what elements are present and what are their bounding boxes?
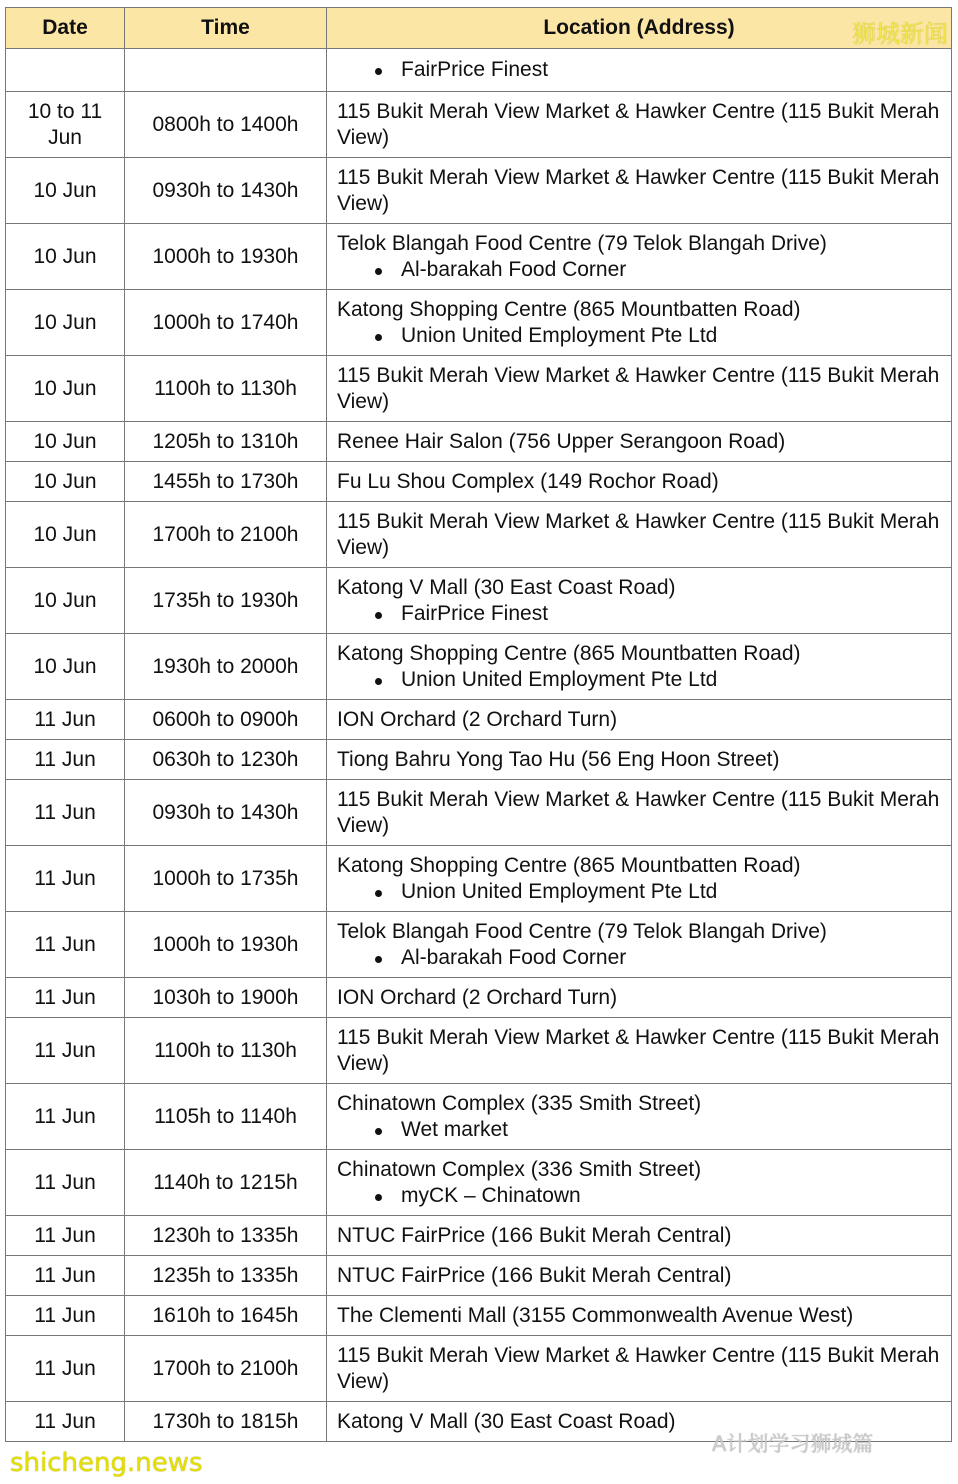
table-row [6, 49, 952, 92]
location-address: NTUC FairPrice (166 Bukit Merah Central) [337, 1223, 732, 1247]
date-cell: 10 Jun [6, 462, 125, 502]
time-cell: 0630h to 1230h [125, 740, 327, 780]
time-cell: 0930h to 1430h [125, 158, 327, 224]
location-cell [327, 1216, 952, 1256]
time-cell: 1105h to 1140h [125, 1084, 327, 1150]
time-cell: 1030h to 1900h [125, 978, 327, 1018]
table-row [6, 422, 952, 462]
table-row [6, 846, 952, 912]
location-address: The Clementi Mall (3155 Commonwealth Avenue West) [337, 1303, 854, 1327]
date-cell: 10 Jun [6, 356, 125, 422]
date-cell: 10 Jun [6, 290, 125, 356]
location-address: 115 Bukit Merah View Market & Hawker Centre (115 Bukit Merah View) [337, 787, 940, 837]
location-address: 115 Bukit Merah View Market & Hawker Centre (115 Bukit Merah View) [337, 165, 940, 215]
time-cell: 0800h to 1400h [125, 92, 327, 158]
date-cell: 10 Jun [6, 422, 125, 462]
table-row [6, 1084, 952, 1150]
location-address: Chinatown Complex (336 Smith Street) [337, 1157, 702, 1181]
location-address: Tiong Bahru Yong Tao Hu (56 Eng Hoon Street) [337, 747, 780, 771]
location-cell [327, 912, 952, 978]
location-cell [327, 568, 952, 634]
time-cell: 1735h to 1930h [125, 568, 327, 634]
location-cell [327, 1150, 952, 1216]
location-detail-bullet: Union United Employment Pte Ltd [337, 879, 941, 905]
location-cell [327, 1336, 952, 1402]
location-address: Telok Blangah Food Centre (79 Telok Blangah Drive) [337, 919, 827, 943]
location-detail-bullet: Union United Employment Pte Ltd [337, 667, 941, 693]
location-cell [327, 978, 952, 1018]
time-cell [125, 49, 327, 92]
location-cell [327, 1296, 952, 1336]
date-cell: 11 Jun [6, 1336, 125, 1402]
location-address: 115 Bukit Merah View Market & Hawker Centre (115 Bukit Merah View) [337, 99, 940, 149]
date-cell: 11 Jun [6, 1296, 125, 1336]
location-detail-bullet: FairPrice Finest [337, 57, 941, 83]
table-row [6, 290, 952, 356]
location-cell [327, 1256, 952, 1296]
time-cell: 1100h to 1130h [125, 356, 327, 422]
table-row [6, 158, 952, 224]
time-cell: 1000h to 1735h [125, 846, 327, 912]
watermark-top: 狮城新闻 [852, 20, 948, 48]
header-location: Location (Address) [327, 8, 952, 49]
date-cell: 10 to 11 Jun [6, 92, 125, 158]
table-row [6, 1150, 952, 1216]
table-row [6, 1256, 952, 1296]
time-cell: 1700h to 2100h [125, 502, 327, 568]
location-cell [327, 158, 952, 224]
date-cell: 11 Jun [6, 1216, 125, 1256]
location-cell [327, 700, 952, 740]
header-time: Time [125, 8, 327, 49]
time-cell: 1100h to 1130h [125, 1018, 327, 1084]
location-address: 115 Bukit Merah View Market & Hawker Centre (115 Bukit Merah View) [337, 363, 940, 413]
location-address: Katong Shopping Centre (865 Mountbatten Road) [337, 641, 801, 665]
location-address: 115 Bukit Merah View Market & Hawker Centre (115 Bukit Merah View) [337, 509, 940, 559]
table-row [6, 1296, 952, 1336]
table-row [6, 1216, 952, 1256]
table-row [6, 1018, 952, 1084]
location-cell [327, 502, 952, 568]
date-cell: 11 Jun [6, 912, 125, 978]
location-cell [327, 634, 952, 700]
location-address: NTUC FairPrice (166 Bukit Merah Central) [337, 1263, 732, 1287]
time-cell: 1730h to 1815h [125, 1402, 327, 1442]
table-row [6, 1336, 952, 1402]
time-cell: 1700h to 2100h [125, 1336, 327, 1402]
date-cell: 11 Jun [6, 780, 125, 846]
location-address: Telok Blangah Food Centre (79 Telok Blangah Drive) [337, 231, 827, 255]
time-cell: 1455h to 1730h [125, 462, 327, 502]
table-row [6, 700, 952, 740]
location-detail-bullet: myCK – Chinatown [337, 1183, 941, 1209]
date-cell: 11 Jun [6, 1084, 125, 1150]
location-address: 115 Bukit Merah View Market & Hawker Centre (115 Bukit Merah View) [337, 1343, 940, 1393]
location-cell [327, 290, 952, 356]
watermark-site: shicheng.news [10, 1448, 203, 1478]
time-cell: 1000h to 1740h [125, 290, 327, 356]
date-cell: 11 Jun [6, 1256, 125, 1296]
date-cell: 10 Jun [6, 568, 125, 634]
date-cell: 11 Jun [6, 1018, 125, 1084]
location-cell [327, 740, 952, 780]
table-row [6, 780, 952, 846]
location-address: ION Orchard (2 Orchard Turn) [337, 985, 618, 1009]
date-cell: 10 Jun [6, 502, 125, 568]
date-cell: 10 Jun [6, 158, 125, 224]
location-cell [327, 224, 952, 290]
location-cell [327, 1084, 952, 1150]
location-address: Katong Shopping Centre (865 Mountbatten Road) [337, 297, 801, 321]
location-detail-bullet: Al-barakah Food Corner [337, 257, 941, 283]
location-address: 115 Bukit Merah View Market & Hawker Centre (115 Bukit Merah View) [337, 1025, 940, 1075]
time-cell: 1140h to 1215h [125, 1150, 327, 1216]
location-cell [327, 780, 952, 846]
time-cell: 1230h to 1335h [125, 1216, 327, 1256]
date-cell [6, 49, 125, 92]
table-row [6, 462, 952, 502]
watermark-account: A计划学习狮城篇 [712, 1432, 874, 1456]
table-row [6, 740, 952, 780]
table-row [6, 912, 952, 978]
time-cell: 1000h to 1930h [125, 912, 327, 978]
location-cell [327, 462, 952, 502]
time-cell: 1000h to 1930h [125, 224, 327, 290]
locations-table [5, 7, 952, 1442]
location-detail-bullet: FairPrice Finest [337, 601, 941, 627]
date-cell: 11 Jun [6, 700, 125, 740]
location-address: Renee Hair Salon (756 Upper Serangoon Road) [337, 429, 786, 453]
date-cell: 10 Jun [6, 224, 125, 290]
location-detail-bullet: Wet market [337, 1117, 941, 1143]
time-cell: 1930h to 2000h [125, 634, 327, 700]
location-detail-bullet: Al-barakah Food Corner [337, 945, 941, 971]
location-cell [327, 422, 952, 462]
date-cell: 11 Jun [6, 740, 125, 780]
table-row [6, 978, 952, 1018]
location-cell [327, 356, 952, 422]
table-row [6, 224, 952, 290]
location-address: ION Orchard (2 Orchard Turn) [337, 707, 618, 731]
time-cell: 0930h to 1430h [125, 780, 327, 846]
location-cell [327, 846, 952, 912]
location-cell [327, 49, 952, 92]
table-body [6, 49, 952, 1442]
location-cell [327, 1018, 952, 1084]
header-date: Date [6, 8, 125, 49]
location-address: Katong Shopping Centre (865 Mountbatten Road) [337, 853, 801, 877]
date-cell: 11 Jun [6, 846, 125, 912]
location-address: Chinatown Complex (335 Smith Street) [337, 1091, 702, 1115]
time-cell: 0600h to 0900h [125, 700, 327, 740]
table-row [6, 502, 952, 568]
location-address: Katong V Mall (30 East Coast Road) [337, 1409, 676, 1433]
time-cell: 1235h to 1335h [125, 1256, 327, 1296]
date-cell: 11 Jun [6, 978, 125, 1018]
date-cell: 11 Jun [6, 1402, 125, 1442]
date-cell: 11 Jun [6, 1150, 125, 1216]
location-address: Fu Lu Shou Complex (149 Rochor Road) [337, 469, 719, 493]
table-row [6, 634, 952, 700]
location-cell [327, 92, 952, 158]
table-row [6, 568, 952, 634]
location-detail-bullet: Union United Employment Pte Ltd [337, 323, 941, 349]
time-cell: 1610h to 1645h [125, 1296, 327, 1336]
table-row [6, 92, 952, 158]
table-header-row [6, 8, 952, 49]
location-address: Katong V Mall (30 East Coast Road) [337, 575, 676, 599]
time-cell: 1205h to 1310h [125, 422, 327, 462]
date-cell: 10 Jun [6, 634, 125, 700]
table-row [6, 356, 952, 422]
